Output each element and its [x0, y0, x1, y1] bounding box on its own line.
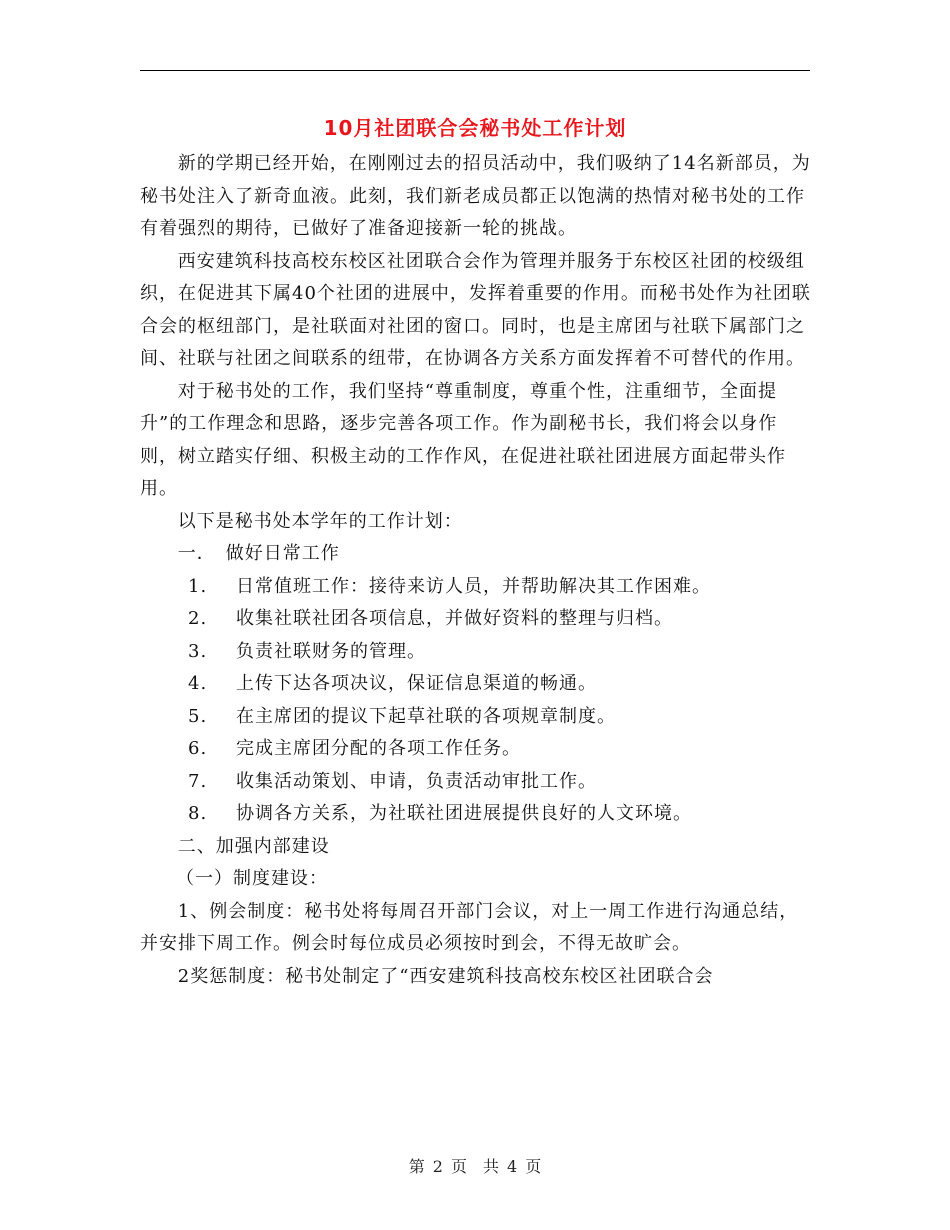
sub-heading-rules: （一）制度建设： [176, 868, 328, 889]
list-item: 3. 负责社联财务的管理。 [188, 640, 426, 662]
footer-middle: 页 共 [450, 1157, 499, 1176]
footer-current-page: 2 [432, 1157, 443, 1176]
list-item: 6. 完成主席团分配的各项工作任务。 [188, 738, 521, 759]
plan-intro-paragraph: 以下是秘书处本学年的工作计划： [177, 510, 463, 532]
meeting-rule-paragraph: 1、例会制度：秘书处将每周召开部门会议，对上一周工作进行沟通总结，并安排下周工作。例会时每位成员必须按时到会，不得无故旷会。 [140, 900, 799, 954]
list-item: 7. 收集活动策划、申请，负责活动审批工作。 [188, 770, 597, 792]
reward-rule-paragraph: 2奖惩制度：秘书处制定了“西安建筑科技高校东校区社团联合会 [177, 965, 714, 987]
footer-prefix: 第 [408, 1157, 425, 1176]
daily-work-list [140, 571, 812, 831]
background-paragraph: 西安建筑科技高校东校区社团联合会作为管理并服务于东校区社团的校级组织，在促进其下属40个社团的进展中，发挥着重要的作用。而秘书处作为社团联合会的枢纽部门，是社联面对社团的窗口。同时，也是主席团与社联下属部门之间、社联与社团之间联系的纽带，在协调各方关系方面发挥着不可替代的作用。 [140, 250, 811, 369]
philosophy-paragraph: 对于秘书处的工作，我们坚持“尊重制度，尊重个性，注重细节，全面提升”的工作理念和思路，逐步完善各项工作。作为副秘书长，我们将会以身作则，树立踏实仔细、积极主动的工作作风，在促进社联社团进展方面起带头作用。 [140, 380, 786, 499]
footer-total-pages: 4 [507, 1157, 518, 1176]
list-item: 1. 日常值班工作：接待来访人员，并帮助解决其工作困难。 [188, 575, 711, 597]
list-item: 4. 上传下达各项决议，保证信息渠道的畅通。 [188, 673, 597, 694]
intro-paragraph: 新的学期已经开始，在刚刚过去的招员活动中，我们吸纳了14名新部员，为秘书处注入了新奇血液。此刻，我们新老成员都正以饱满的热情对秘书处的工作有着强烈的期待，已做好了准备迎接新一轮的挑战。 [140, 153, 811, 239]
list-item: 5. 在主席团的提议下起草社联的各项规章制度。 [188, 705, 616, 727]
document-body [140, 148, 812, 993]
page-title: 10月社团联合会秘书处工作计划 [323, 116, 627, 140]
list-item: 8. 协调各方关系，为社联社团进展提供良好的人文环境。 [188, 803, 692, 824]
footer-suffix: 页 [525, 1157, 542, 1176]
page-footer [0, 1154, 950, 1177]
header-rule [140, 70, 810, 71]
section-heading-daily-work: 一． 做好日常工作 [177, 543, 340, 564]
section-heading-internal-building: 二、加强内部建设 [177, 835, 330, 857]
list-item: 2. 收集社联社团各项信息，并做好资料的整理与归档。 [188, 608, 673, 629]
